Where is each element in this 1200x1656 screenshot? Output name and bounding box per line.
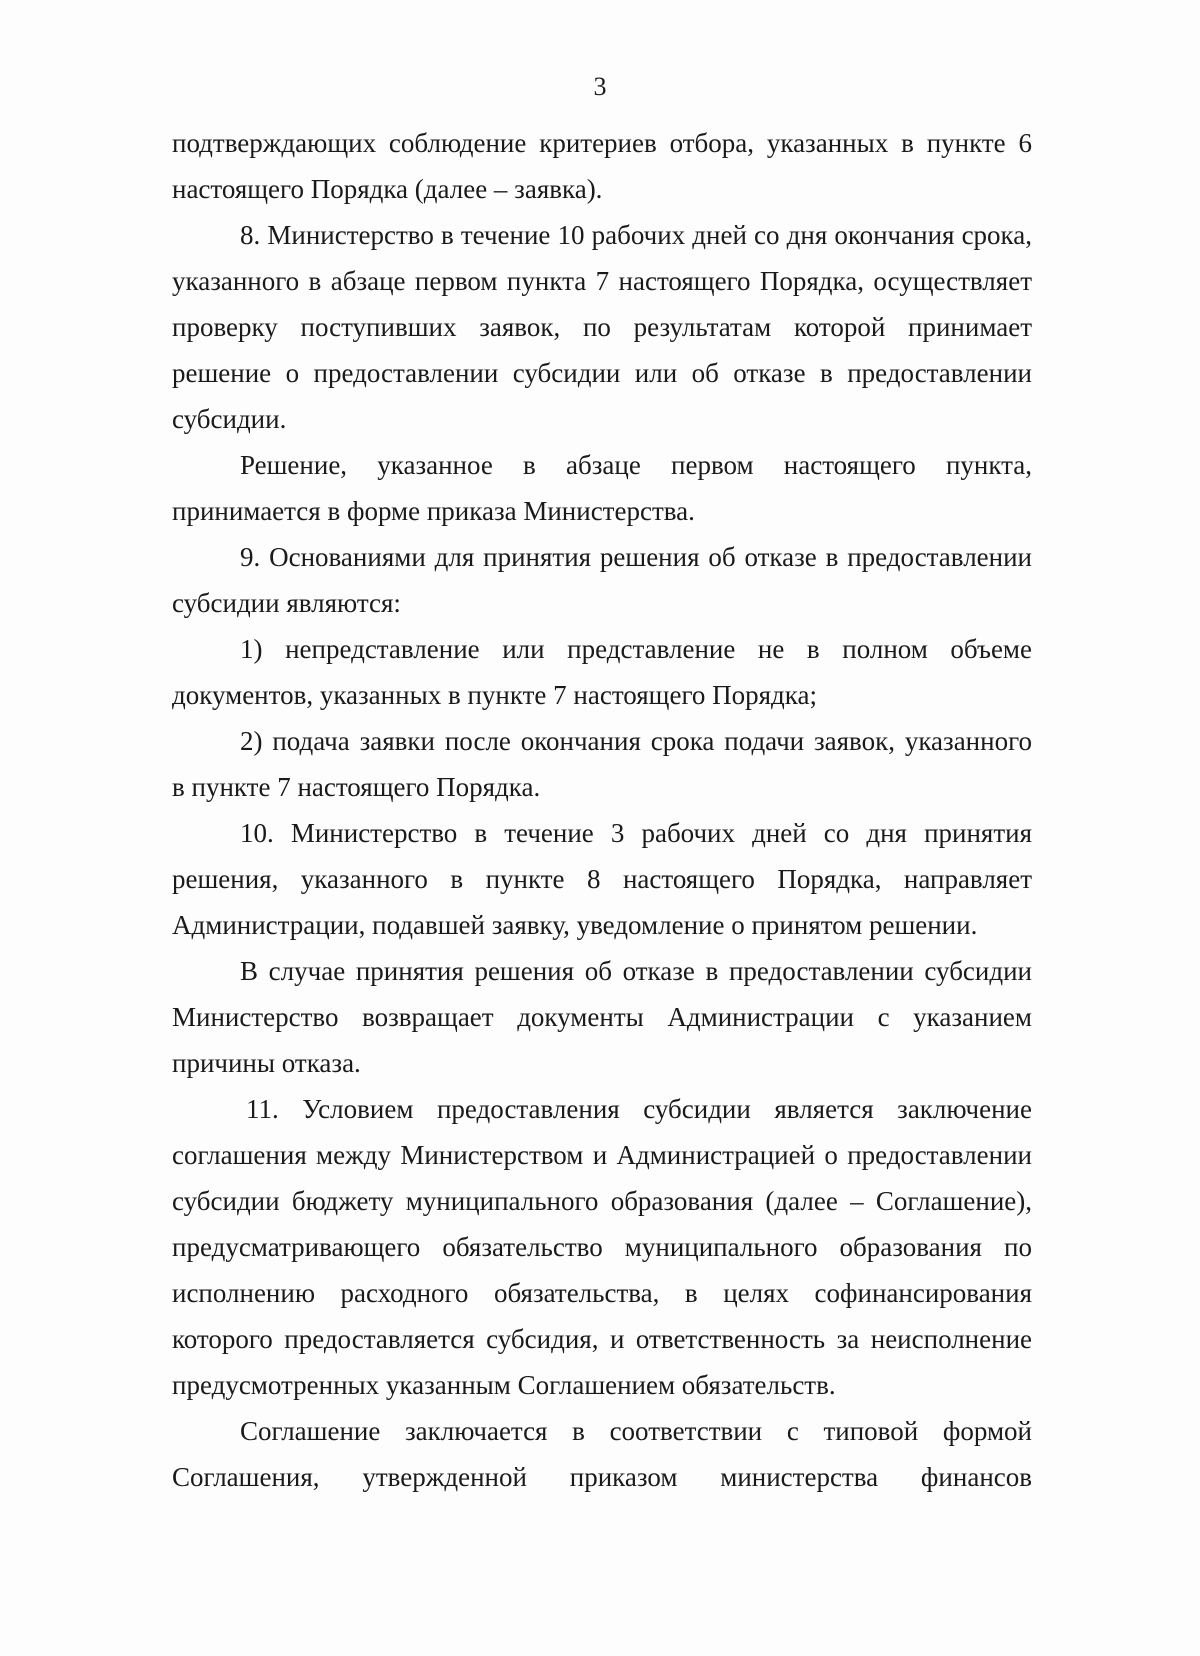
text-line: соглашения между Министерством и Администрацией о предоставлении — [172, 1140, 1032, 1170]
text-line: 1) непредставление или представление не в полном объеме — [240, 634, 1032, 664]
paragraph — [172, 120, 1032, 212]
text-line: проверку поступивших заявок, по результатам которой принимает — [172, 312, 1032, 342]
paragraph-10 — [172, 810, 1032, 948]
text-line: Соглашения, утвержденной приказом министерства финансов — [172, 1462, 1032, 1492]
paragraph — [172, 1408, 1032, 1500]
paragraph-11 — [172, 1086, 1032, 1408]
text-line: подтверждающих соблюдение критериев отбора, указанных в пункте 6 — [172, 128, 1032, 158]
text-line: 10. Министерство в течение 3 рабочих дней со дня принятия — [240, 818, 1032, 848]
text-line: субсидии бюджету муниципального образования (далее – Соглашение), — [172, 1186, 1032, 1216]
text-line: документов, указанных в пункте 7 настоящего Порядка; — [172, 680, 817, 710]
text-line: Администрации, подавшей заявку, уведомление о принятом решении. — [172, 910, 978, 940]
text-line: предусмотренных указанным Соглашением обязательств. — [172, 1370, 836, 1400]
text-line: 2) подача заявки после окончания срока подачи заявок, указанного — [240, 726, 1032, 756]
text-line: решения, указанного в пункте 8 настоящего Порядка, направляет — [172, 864, 1032, 894]
text-line: причины отказа. — [172, 1048, 361, 1078]
text-line: которого предоставляется субсидия, и ответственность за неисполнение — [172, 1324, 1032, 1354]
text-line: 9. Основаниями для принятия решения об отказе в предоставлении — [240, 542, 1032, 572]
paragraph — [172, 442, 1032, 534]
text-line: субсидии. — [172, 404, 287, 434]
text-line: субсидии являются: — [172, 588, 401, 618]
text-line: Соглашение заключается в соответствии с типовой формой — [240, 1416, 1032, 1446]
text-line: указанного в абзаце первом пункта 7 настоящего Порядка, осуществляет — [172, 266, 1032, 296]
text-line: Министерство возвращает документы Администрации с указанием — [172, 1002, 1032, 1032]
text-line: настоящего Порядка (далее – заявка). — [172, 174, 603, 204]
list-item-2 — [172, 718, 1032, 810]
list-item-1 — [172, 626, 1032, 718]
document-body — [172, 120, 1032, 1500]
paragraph-8 — [172, 212, 1032, 442]
paragraph — [172, 948, 1032, 1086]
text-line: В случае принятия решения об отказе в предоставлении субсидии — [240, 956, 1032, 986]
text-line: 8. Министерство в течение 10 рабочих дней со дня окончания срока, — [240, 220, 1032, 250]
paragraph-9 — [172, 534, 1032, 626]
text-line: принимается в форме приказа Министерства. — [172, 496, 695, 526]
text-line: 11. Условием предоставления субсидии является заключение — [246, 1094, 1032, 1124]
text-line: предусматривающего обязательство муниципального образования по — [172, 1232, 1032, 1262]
text-line: решение о предоставлении субсидии или об отказе в предоставлении — [172, 358, 1032, 388]
text-line: в пункте 7 настоящего Порядка. — [172, 772, 541, 802]
page-number: 3 — [593, 72, 607, 101]
text-line: исполнению расходного обязательства, в целях софинансирования — [172, 1278, 1032, 1308]
text-line: Решение, указанное в абзаце первом настоящего пункта, — [240, 450, 1032, 480]
